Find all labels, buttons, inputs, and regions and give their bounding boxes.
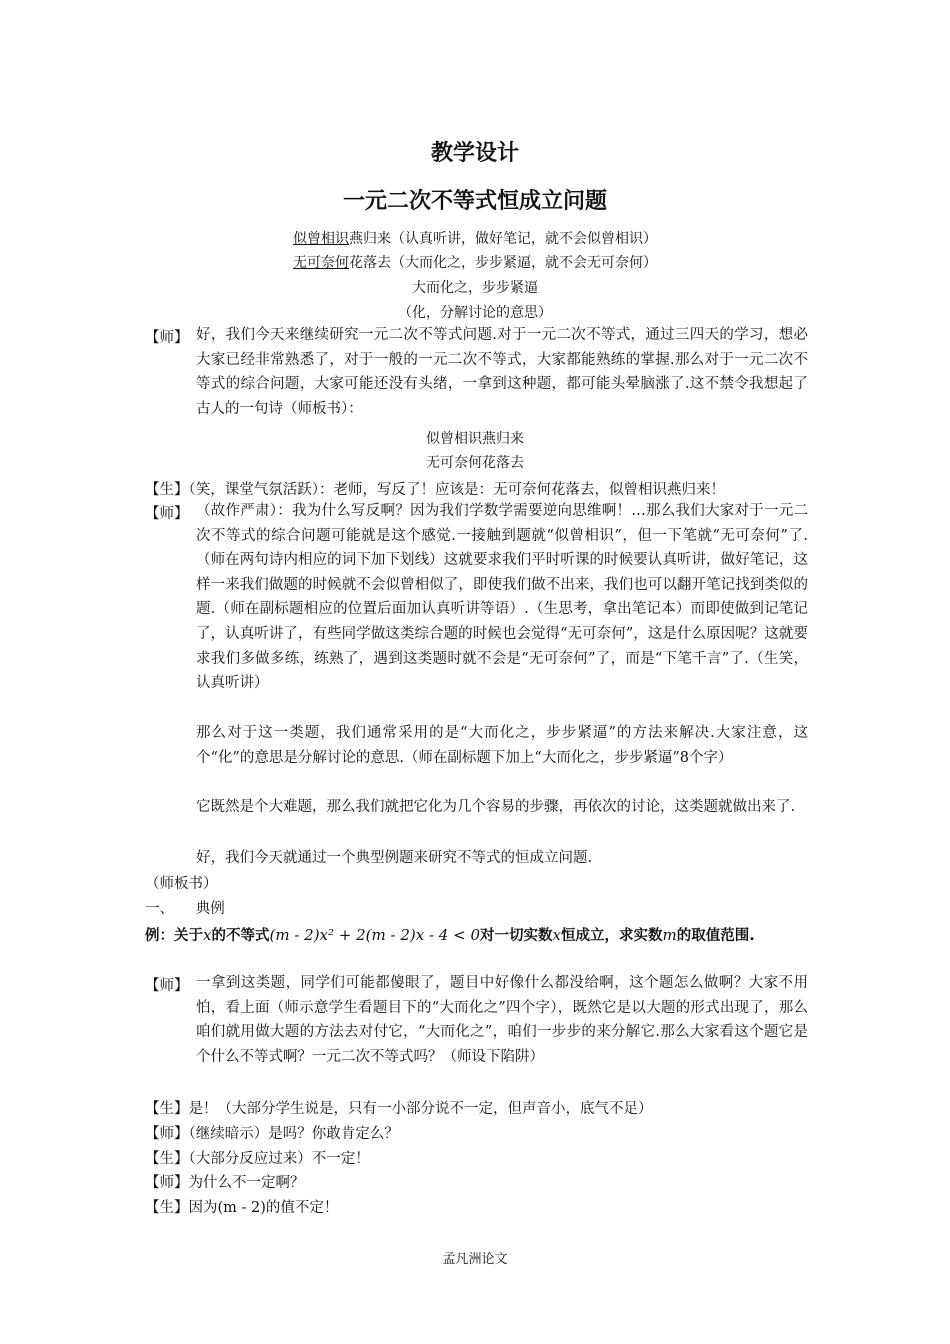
- example-var-m: m: [662, 926, 677, 944]
- motto-text-2: 花落去（大而化之，步步紧逼，就不会无可奈何）: [349, 255, 657, 271]
- dialogue-line-3: [145, 1147, 370, 1168]
- page-footer: 孟凡洲论文: [442, 1252, 508, 1267]
- speaker-tag: 【师】: [145, 1126, 189, 1142]
- dialogue-text: 因为(m - 2)的值不定！: [188, 1200, 339, 1216]
- page-subtitle: 一元二次不等式恒成立问题: [342, 189, 607, 214]
- teacher-paragraph-5: 好，我们今天就通过一个典型例题来研究不等式的恒成立问题.: [196, 850, 593, 866]
- dialogue-text: （大部分反应过来）不一定！: [188, 1151, 370, 1167]
- example-problem: [145, 924, 755, 945]
- example-suffix: 的取值范围.: [676, 928, 755, 944]
- example-prefix: 例：关于: [145, 928, 203, 944]
- example-var-x: x: [203, 926, 212, 944]
- speaker-tag: 【师】: [145, 330, 189, 346]
- student-text: （笑，课堂气氛活跃）：老师，写反了！应该是：无可奈何花落去，似曾相识燕归来！: [188, 482, 725, 498]
- motto-line-2: [0, 252, 950, 272]
- poem-line-2: 无可奈何花落去: [426, 455, 524, 471]
- teacher-paragraph-1: 好，我们今天来继续研究一元二次不等式问题.对于一元二次不等式，通过三四天的学习，想必大家已经非常熟悉了，对于一般的一元二次不等式，大家都能熟练的掌握.那么对于一元二次不等式的综合问题，大家可能还没有头绪，一拿到这种题，都可能头晕脑涨了.这不禁令我想起了古人的一句诗（师板书）：: [196, 327, 808, 417]
- speaker-tag: 【师】: [145, 978, 189, 994]
- dialogue-text: 是！（大部分学生说是，只有一小部分说不一定，但声音小，底气不足）: [188, 1101, 653, 1117]
- speaker-tag: 【生】: [145, 482, 189, 498]
- example-inequality: (m - 2)x² + 2(m - 2)x - 4 < 0: [269, 926, 480, 944]
- section-heading: 一、 典例: [145, 901, 225, 917]
- dialogue-text: 为什么不一定啊？: [188, 1175, 305, 1191]
- teacher-paragraph-4: 它既然是个大难题，那么我们就把它化为几个容易的步骤，再依次的讨论，这类题就做出来了.: [196, 799, 796, 815]
- dialogue-text: （继续暗示）是吗？你敢肯定么？: [188, 1126, 399, 1142]
- speaker-tag: 【生】: [145, 1101, 189, 1117]
- speaker-tag: 【生】: [145, 1200, 189, 1216]
- motto-line-1: [0, 228, 950, 248]
- poem-line-1: 似曾相识燕归来: [426, 431, 524, 447]
- speaker-tag: 【师】: [145, 506, 189, 522]
- motto-underlined-2: 无可奈何: [293, 255, 349, 271]
- dialogue-line-2: [145, 1122, 399, 1143]
- speaker-tag: 【师】: [145, 1175, 189, 1191]
- dialogue-line-4: [145, 1171, 305, 1192]
- teacher-paragraph-6: 一拿到这类题，同学们可能都傻眼了，题目中好像什么都没给啊，这个题怎么做啊？大家不用怕，看上面（师示意学生看题目下的“大而化之”四个字），既然它是以大题的形式出现了，那么咱们就用做大题的方法去对付它，“大而化之”，咱们一步步的来分解它.那么大家看这个题它是个什么不等式啊？一元二次不等式吗？（师设下陷阱）: [196, 975, 808, 1065]
- motto-text-1: 燕归来（认真听讲，做好笔记，就不会似曾相识）: [349, 231, 657, 247]
- example-mid-3: 恒成立，求实数: [560, 928, 663, 944]
- motto-line-4: （化，分解讨论的意思）: [398, 305, 552, 321]
- motto-underlined-1: 似曾相识: [293, 231, 349, 247]
- motto-line-3: 大而化之，步步紧逼: [412, 280, 538, 296]
- example-mid-1: 的不等式: [211, 928, 270, 944]
- student-line-1: [145, 478, 725, 499]
- example-var-x2: x: [552, 926, 561, 944]
- dialogue-line-5: [145, 1196, 338, 1217]
- board-note: （师板书）: [145, 876, 218, 892]
- example-mid-2: 对一切实数: [480, 928, 553, 944]
- teacher-paragraph-3: 那么对于这一类题，我们通常采用的是“大而化之，步步紧逼”的方法来解决.大家注意，这个“化”的意思是分解讨论的意思.（师在副标题下加上“大而化之，步步紧逼”8个字）: [196, 725, 808, 766]
- teacher-paragraph-2: （故作严肃）：我为什么写反啊？因为我们学数学需要逆向思维啊！…那么我们大家对于一元二次不等式的综合问题可能就是这个感觉.一接触到题就“似曾相识”，但一下笔就“无可奈何”了.（师在两句诗内相应的词下加下划线）这就要求我们平时听课的时候要认真听讲，做好笔记，这样一来我们做题的时候就不会似曾相似了，即使我们做不出来，我们也可以翻开笔记找到类似的题.（师在副标题相应的位置后面加认真听讲等语）.（生思考，拿出笔记本）而即使做到记笔记了，认真听讲了，有些同学做这类综合题的时候也会觉得“无可奈何”，这是什么原因呢？这就要求我们多做多练，练熟了，遇到这类题时就不会是“无可奈何”了，而是“下笔千言”了.（生笑，认真听讲）: [196, 503, 808, 692]
- speaker-tag: 【生】: [145, 1151, 189, 1167]
- dialogue-line-1: [145, 1097, 653, 1118]
- page-title: 教学设计: [430, 141, 519, 166]
